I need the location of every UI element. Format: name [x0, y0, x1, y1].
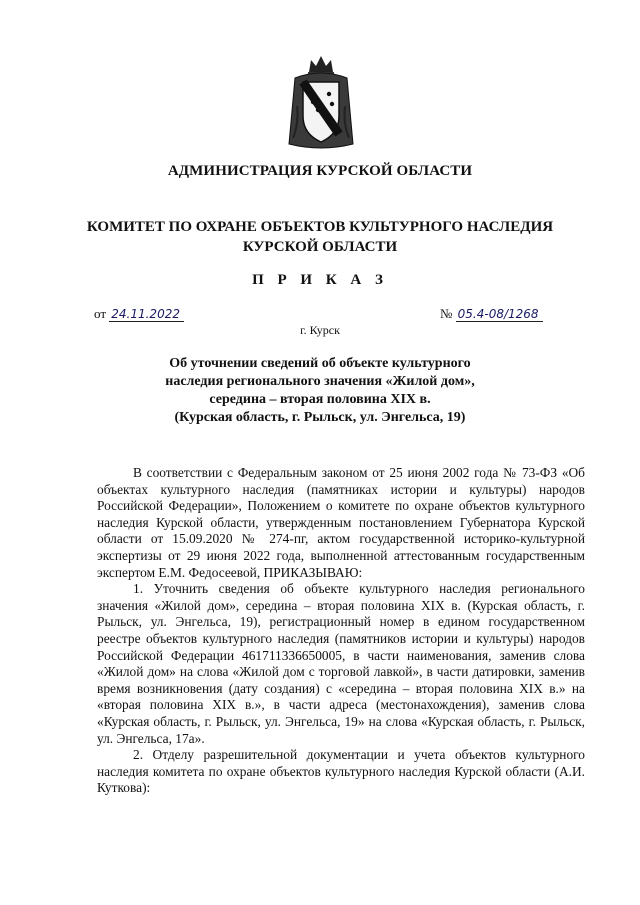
title-line-1: Об уточнении сведений об объекте культурного [169, 356, 471, 371]
order-date [94, 306, 184, 322]
committee-line-1: КОМИТЕТ ПО ОХРАНЕ ОБЪЕКТОВ КУЛЬТУРНОГО НАСЛЕДИЯ [86, 219, 554, 235]
date-value: 24.11.2022 [109, 307, 184, 322]
coat-of-arms-emblem [285, 54, 357, 152]
item-1-paragraph: 1. Уточнить сведения об объекте культурного наследия регионального значения «Жилой дом», середина – вторая половина XIX в. (Курская область, г. Рыльск, ул. Энгельса, 19), регистрационный номер в едином государственном реестре объектов культурного наследия (памятников истории и культуры) народов Российской Федерации 461711336650005, в части наименования, заменив слова «Жилой дом» на слова «Жилой дом с торговой лавкой», в части датировки, заменив время возникновения (дату создания) с «середина – вторая половина XIX в.» на «вторая половина XIX в.», в части адреса (местонахождения), заменив слова «Курская область, г. Рыльск, ул. Энгельса, 19» на слова «Курская область, г. Рыльск, ул. Энгельса, 17а». [97, 581, 585, 746]
number-value: 05.4-08/1268 [456, 307, 543, 322]
committee-line-2: КУРСКОЙ ОБЛАСТИ [242, 239, 398, 255]
order-number [440, 306, 543, 322]
title-line-4: (Курская область, г. Рыльск, ул. Энгельса, 19) [174, 410, 466, 425]
city-label: г. Курск [300, 323, 340, 337]
date-prefix: от [94, 306, 107, 321]
intro-paragraph: В соответствии с Федеральным законом от 25 июня 2002 года № 73-ФЗ «Об объектах культурного наследия (памятниках истории и культуры) народов Российской Федерации», Положением о комитете по охране объектов культурного наследия Курской области, утвержденным постановлением Губернатора Курской области от 15.09.2020 № 274-пг, актом государственной историко-культурной экспертизы от 29 июня 2022 года, выполненной аттестованным государственным экспертом Е.М. Федосеевой, ПРИКАЗЫВАЮ: [97, 465, 585, 580]
item-2-paragraph: 2. Отделу разрешительной документации и учета объектов культурного наследия комитета по охране объектов культурного наследия Курской области (А.И. Куткова): [97, 747, 585, 796]
order-body [97, 465, 585, 797]
title-line-3: середина – вторая половина XIX в. [209, 392, 431, 407]
title-line-2: наследия регионального значения «Жилой дом», [165, 374, 475, 389]
number-prefix: № [440, 306, 453, 321]
order-title [0, 355, 640, 427]
committee-heading [0, 217, 640, 257]
administration-heading: АДМИНИСТРАЦИЯ КУРСКОЙ ОБЛАСТИ [167, 163, 473, 179]
order-word: П Р И К А З [252, 272, 388, 288]
